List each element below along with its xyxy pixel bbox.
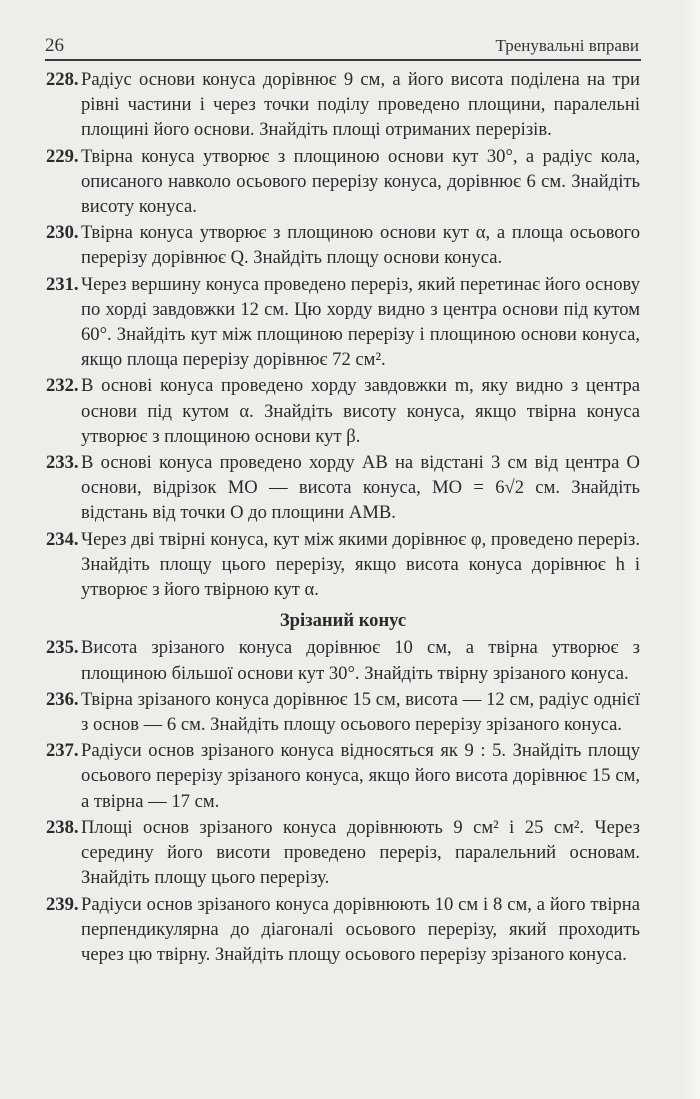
exercise-number: 231. <box>46 273 79 295</box>
exercise-text: Твірна конуса утворює з площиною основи кут α, а площа осьового перерізу дорівнює Q. Знайдіть площу основи конуса. <box>81 222 640 269</box>
page-header <box>45 33 641 61</box>
exercise-text: Висота зрізаного конуса дорівнює 10 см, а твірна утворює з площиною більшої основи кут 30°. Знайдіть твірну зрізаного конуса. <box>81 637 640 684</box>
exercise-number: 235. <box>46 637 79 659</box>
exercise-text: Твірна конуса утворює з площиною основи кут 30°, а радіус кола, описаного навколо осьового перерізу конуса, дорівнює 6 см. Знайдіть висоту конуса. <box>81 145 640 218</box>
exercise-text: Радіуси основ зрізаного конуса відносяться як 9 : 5. Знайдіть площу осьового перерізу зрізаного конуса, якщо його висота дорівнює 15 см, а твірна — 17 см. <box>81 740 640 812</box>
exercise-number: 234. <box>46 528 79 550</box>
exercise-232 <box>46 373 640 449</box>
exercise-text: В основі конуса проведено хорду AB на відстані 3 см від центра O основи, відрізок MO — висота конуса, MO = 6√2 см. Знайдіть відстань від точки O до площини AMB. <box>81 452 640 524</box>
exercise-text: Через вершину конуса проведено переріз, який перетинає його основу по хорді завдовжки 12 см. Цю хорду видно з центра основи під кутом 60°. Знайдіть кут між площиною перерізу і площиною основи конуса, якщо площа перерізу дорівнює 72 см². <box>81 273 640 371</box>
exercise-text: Через дві твірні конуса, кут між якими дорівнює φ, проведено переріз. Знайдіть площу цього перерізу, якщо висота конуса дорівнює h і утворює з його твірною кут α. <box>81 528 640 601</box>
exercise-239 <box>46 892 640 968</box>
exercise-231 <box>46 272 640 373</box>
page-number: 26 <box>45 35 64 56</box>
exercise-237 <box>46 738 640 814</box>
exercise-text: Радіуси основ зрізаного конуса дорівнюють 10 см і 8 см, а його твірна перпендикулярна до діагоналі осьового перерізу, який проходить через цю твірну. Знайдіть площу осьового перерізу зрізаного конуса. <box>81 893 640 965</box>
exercise-number: 228. <box>46 69 79 90</box>
exercise-number: 233. <box>46 452 79 474</box>
section-title: Зрізаний конус <box>279 610 407 632</box>
page-content <box>46 67 640 968</box>
exercise-number: 232. <box>46 375 79 397</box>
exercise-238 <box>46 815 640 891</box>
exercise-234 <box>46 527 640 603</box>
exercise-number: 229. <box>46 145 79 167</box>
exercise-230 <box>46 220 640 270</box>
exercise-number: 238. <box>46 816 79 838</box>
exercise-number: 230. <box>46 222 79 244</box>
exercise-236 <box>46 687 640 737</box>
exercise-number: 237. <box>46 740 79 762</box>
exercise-text: Радіус основи конуса дорівнює 9 см, а його висота поділена на три рівні частини і через точки поділу проведено площини, паралельні площині його основи. Знайдіть площі отриманих перерізів. <box>81 69 640 141</box>
exercise-233 <box>46 450 640 526</box>
exercise-text: Площі основ зрізаного конуса дорівнюють 9 см² і 25 см². Через середину його висоти проведено переріз, паралельний основам. Знайдіть площу цього перерізу. <box>81 816 640 889</box>
exercise-number: 236. <box>46 688 79 710</box>
exercise-text: Твірна зрізаного конуса дорівнює 15 см, висота — 12 см, радіус однієї з основ — 6 см. Знайдіть площу осьового перерізу зрізаного конуса. <box>81 688 640 736</box>
page-edge <box>680 0 700 1099</box>
exercise-235 <box>46 635 640 685</box>
exercise-228 <box>46 67 640 143</box>
exercise-number: 239. <box>46 893 79 915</box>
exercise-text: В основі конуса проведено хорду завдовжки m, яку видно з центра основи під кутом α. Знайдіть висоту конуса, якщо твірна конуса утворює з площиною основи кут β. <box>81 375 640 447</box>
running-title: Тренувальні вправи <box>495 36 639 55</box>
exercise-229 <box>46 144 640 220</box>
